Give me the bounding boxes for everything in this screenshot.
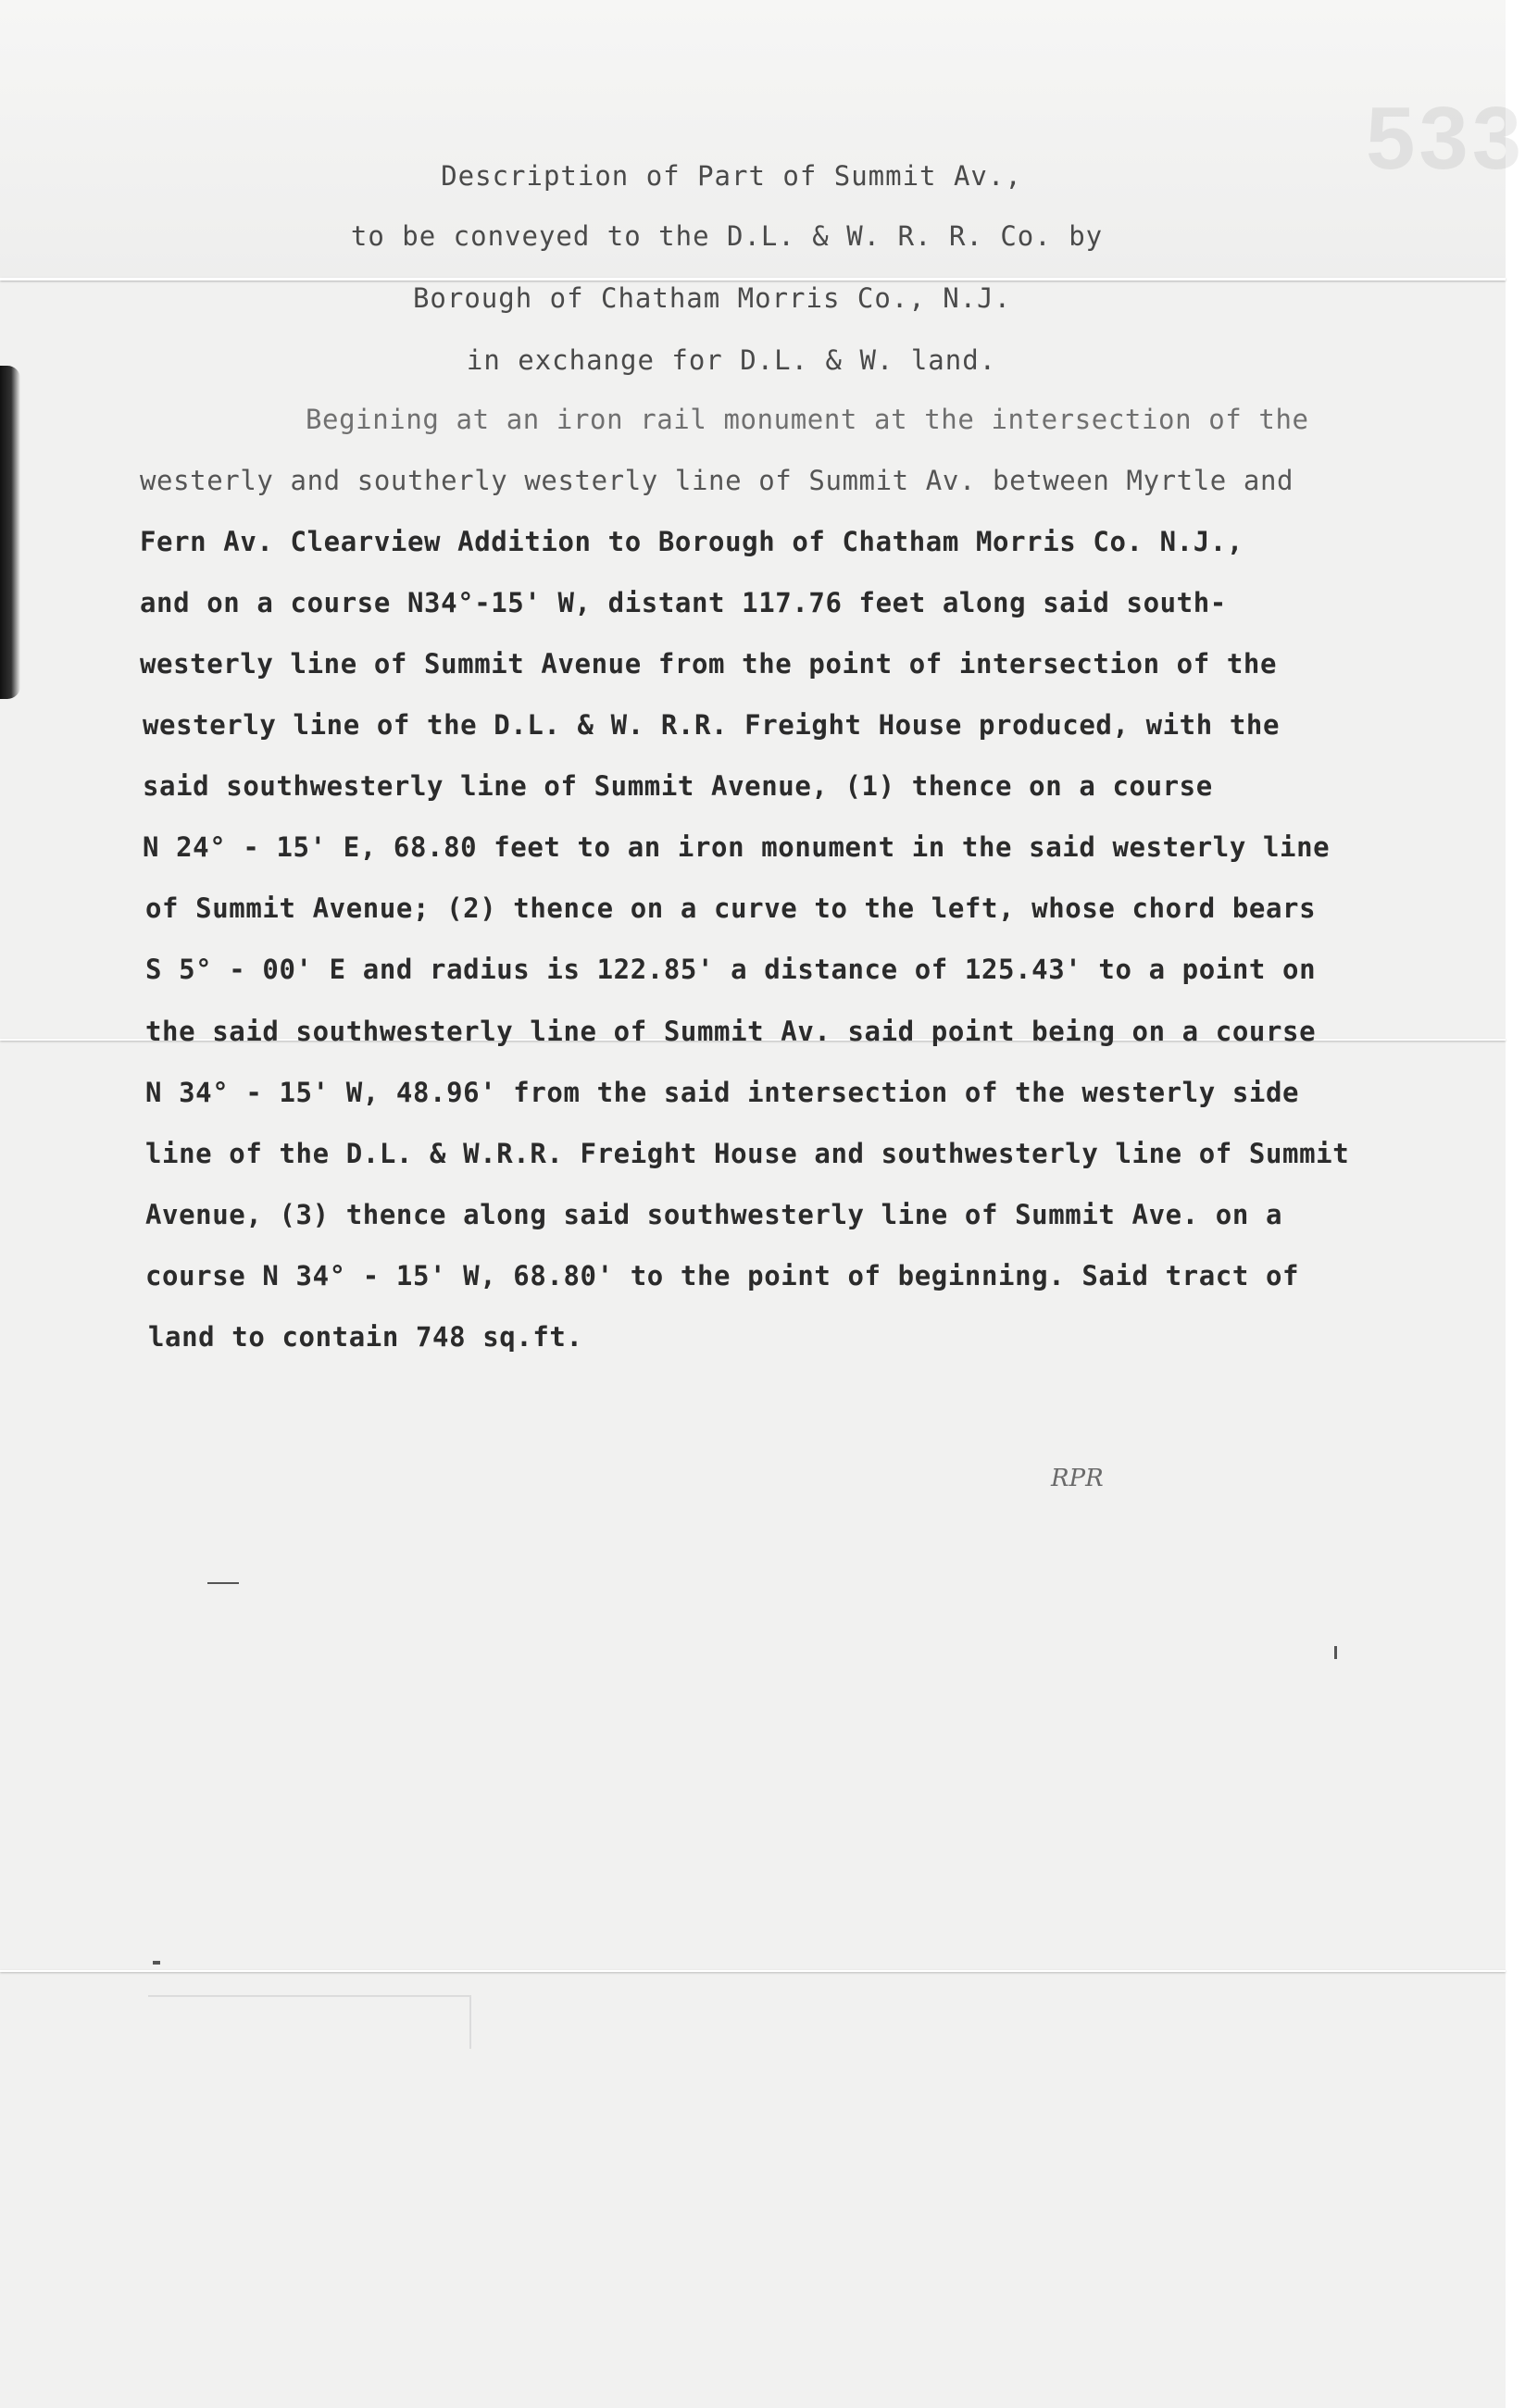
stray-mark (153, 1961, 160, 1965)
body-line-13: line of the D.L. & W.R.R. Freight House and southwesterly line of Summit (145, 1138, 1350, 1169)
body-line-4: and on a course N34°-15' W, distant 117.76 feet along said south- (140, 587, 1227, 618)
body-line-8: N 24° - 15' E, 68.80 feet to an iron monument in the said westerly line (143, 831, 1331, 863)
body-line-12: N 34° - 15' W, 48.96' from the said intersection of the westerly side (145, 1077, 1300, 1108)
fold-line (0, 1970, 1506, 1972)
handwritten-initials: RPR (1051, 1465, 1104, 1492)
faint-rule (469, 1995, 471, 2049)
stray-mark (207, 1582, 239, 1584)
body-line-10: S 5° - 00' E and radius is 122.85' a distance of 125.43' to a point on (145, 954, 1317, 985)
body-line-7: said southwesterly line of Summit Avenue, (1) thence on a course (143, 770, 1213, 802)
binding-shadow (0, 366, 20, 699)
heading-line-4: in exchange for D.L. & W. land. (466, 344, 997, 376)
body-line-16: land to contain 748 sq.ft. (148, 1321, 583, 1353)
body-line-3: Fern Av. Clearview Addition to Borough of Chatham Morris Co. N.J., (140, 526, 1244, 557)
heading-line-2: to be conveyed to the D.L. & W. R. R. Co. by (350, 220, 1104, 252)
faint-rule (148, 1995, 470, 1997)
body-line-5: westerly line of Summit Avenue from the point of intersection of the (140, 648, 1278, 680)
body-line-6: westerly line of the D.L. & W. R.R. Freight House produced, with the (143, 709, 1281, 741)
body-line-1: Begining at an iron rail monument at the intersection of the (306, 404, 1309, 435)
body-line-2: westerly and southerly westerly line of Summit Av. between Myrtle and (140, 465, 1294, 496)
body-line-14: Avenue, (3) thence along said southwesterly line of Summit Ave. on a (145, 1199, 1283, 1230)
body-line-11: the said southwesterly line of Summit Av. said point being on a course (145, 1016, 1317, 1047)
stray-mark (1334, 1646, 1337, 1659)
body-line-9: of Summit Avenue; (2) thence on a curve to the left, whose chord bears (145, 892, 1317, 924)
heading-line-3: Borough of Chatham Morris Co., N.J. (412, 282, 1012, 314)
heading-line-1: Description of Part of Summit Av., (441, 160, 1022, 192)
faded-stamp-number: 533 (1366, 89, 1525, 188)
body-line-15: course N 34° - 15' W, 68.80' to the point of beginning. Said tract of (145, 1260, 1300, 1291)
fold-line (0, 278, 1506, 281)
